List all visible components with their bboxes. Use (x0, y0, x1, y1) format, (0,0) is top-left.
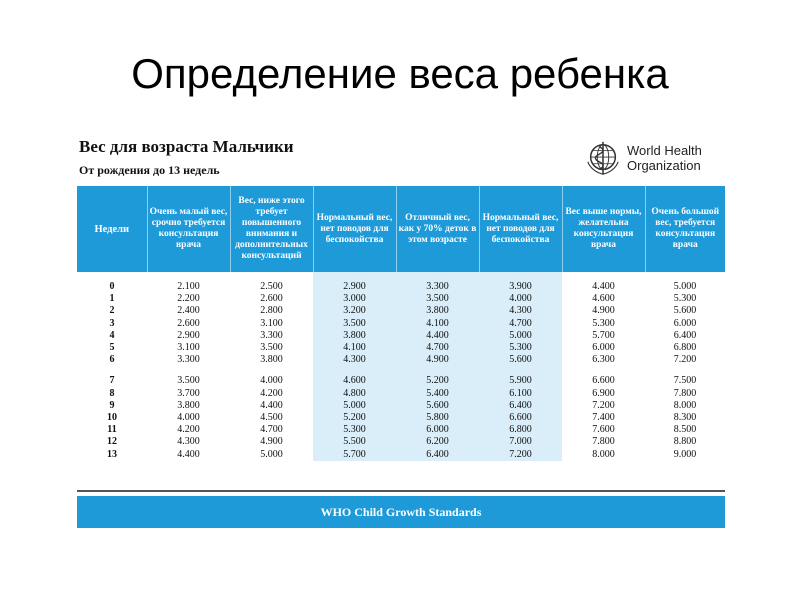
week-cell: 10 (107, 411, 117, 423)
weight-cell: 2.100 (177, 281, 200, 293)
weight-cell: 3.800 (396, 305, 479, 317)
weight-cell: 5.300 (592, 317, 615, 329)
weight-cell: 7.000 (479, 436, 562, 448)
weight-cell: 3.500 (313, 318, 396, 330)
week-cell: 2 (109, 305, 115, 317)
weight-cell: 6.900 (592, 387, 615, 399)
weight-cell: 6.300 (592, 354, 615, 366)
who-name-line1: World Health (627, 143, 702, 158)
weight-cell: 8.800 (673, 436, 697, 448)
weight-cell: 5.700 (592, 329, 615, 341)
spacer-cell (479, 272, 562, 281)
weight-cell: 5.600 (479, 354, 562, 366)
spacer-cell (645, 272, 725, 281)
table-row (77, 293, 725, 305)
weight-cell: 4.400 (592, 281, 615, 293)
weight-cell: 7.200 (479, 448, 562, 460)
weight-cell: 3.000 (313, 293, 396, 305)
column-header-1: Очень малый вес, срочно требуется консультация врача (147, 186, 230, 272)
weight-cell: 5.900 (479, 375, 562, 387)
who-name-line2: Organization (627, 158, 701, 173)
weight-cell: 6.400 (673, 329, 697, 341)
weight-cell: 3.200 (313, 305, 396, 317)
chart-title: Вес для возраста Мальчики (79, 137, 294, 156)
week-cell: 6 (109, 354, 115, 366)
weight-cell: 3.100 (260, 317, 283, 329)
weight-cell: 5.500 (313, 436, 396, 448)
week-cell: 3 (109, 317, 115, 329)
weight-cell: 4.300 (177, 436, 200, 448)
weight-for-age-table (77, 186, 725, 461)
weight-cell: 5.300 (313, 424, 396, 436)
spacer-cell (645, 366, 725, 375)
weight-cell: 6.200 (396, 436, 479, 448)
weight-cell: 3.300 (260, 329, 283, 341)
weight-cell: 5.000 (479, 330, 562, 342)
weight-cell: 5.000 (313, 400, 396, 412)
weight-cell: 4.600 (592, 293, 615, 305)
spacer-cell (230, 272, 313, 281)
weight-cell: 2.600 (260, 293, 283, 305)
weight-cell: 3.100 (177, 342, 200, 354)
column-header-weeks: Недели (77, 186, 147, 272)
weight-cell: 6.600 (592, 375, 615, 387)
weight-cell: 5.000 (673, 281, 697, 293)
weight-cell: 2.900 (313, 281, 396, 293)
weight-cell: 5.400 (396, 388, 479, 400)
week-cell: 5 (109, 342, 115, 354)
weight-cell: 5.300 (479, 342, 562, 354)
weight-cell: 9.000 (673, 448, 697, 460)
weight-cell: 5.600 (396, 400, 479, 412)
table-row (77, 305, 725, 317)
weight-cell: 6.400 (479, 400, 562, 412)
weight-cell: 6.600 (479, 412, 562, 424)
weight-cell: 4.900 (592, 305, 615, 317)
table-row (77, 436, 725, 448)
weight-cell: 4.700 (396, 342, 479, 354)
column-header-4: Отличный вес, как у 70% деток в этом возрасте (396, 186, 479, 272)
weight-cell: 4.400 (396, 330, 479, 342)
weight-cell: 2.900 (177, 329, 200, 341)
table-spacer-row (77, 272, 725, 281)
table-row (77, 424, 725, 436)
weight-cell: 6.000 (396, 424, 479, 436)
slide-title: Определение веса ребенка (131, 50, 669, 97)
week-cell: 7 (109, 375, 115, 387)
table-header-row (77, 186, 725, 272)
week-cell: 8 (109, 387, 115, 399)
column-header-7: Очень большой вес, требуется консультация врача (645, 186, 725, 272)
weight-cell: 5.800 (396, 412, 479, 424)
weight-cell: 6.800 (479, 424, 562, 436)
weight-cell: 8.000 (673, 399, 697, 411)
table-bottom-rule (77, 490, 725, 492)
weight-cell: 3.900 (479, 281, 562, 293)
weight-cell: 7.200 (673, 354, 697, 366)
weight-cell: 4.500 (260, 411, 283, 423)
week-cell: 0 (109, 281, 115, 293)
weight-cell: 3.800 (260, 354, 283, 366)
weight-cell: 4.200 (260, 387, 283, 399)
table-row (77, 354, 725, 366)
weight-cell: 3.700 (177, 387, 200, 399)
table-row (77, 448, 725, 460)
spacer-cell (396, 272, 479, 281)
column-header-3: Нормальный вес, нет поводов для беспокойства (313, 186, 396, 272)
weight-cell: 4.800 (313, 388, 396, 400)
table-row (77, 388, 725, 400)
weight-cell: 4.200 (177, 424, 200, 436)
weight-cell: 2.400 (177, 305, 200, 317)
weight-cell: 3.800 (313, 330, 396, 342)
weight-cell: 4.000 (479, 293, 562, 305)
weight-cell: 8.000 (592, 448, 615, 460)
weight-cell: 3.300 (177, 354, 200, 366)
who-emblem-icon (584, 139, 622, 177)
spacer-cell (230, 366, 313, 375)
weight-cell: 4.400 (260, 399, 283, 411)
week-cell: 12 (107, 436, 117, 448)
column-header-5: Нормальный вес, нет поводов для беспокойства (479, 186, 562, 272)
weight-cell: 4.700 (479, 318, 562, 330)
spacer-cell (562, 272, 645, 281)
weight-cell: 2.500 (260, 281, 283, 293)
table-row (77, 318, 725, 330)
spacer-cell (147, 272, 230, 281)
table-row (77, 375, 725, 387)
weight-cell: 4.400 (177, 448, 200, 460)
who-name (627, 143, 702, 173)
table-row (77, 412, 725, 424)
weight-cell: 3.500 (177, 375, 200, 387)
table-spacer-row (77, 366, 725, 375)
spacer-cell (313, 366, 396, 375)
weight-cell: 7.400 (592, 411, 615, 423)
spacer-cell (562, 366, 645, 375)
weight-cell: 3.300 (396, 281, 479, 293)
weight-cell: 5.600 (673, 305, 697, 317)
week-cell: 11 (107, 424, 117, 436)
spacer-cell (77, 366, 147, 375)
weight-cell: 4.900 (396, 354, 479, 366)
spacer-cell (396, 366, 479, 375)
week-cell: 4 (109, 329, 115, 341)
weight-cell: 6.000 (592, 342, 615, 354)
weight-cell: 4.300 (313, 354, 396, 366)
weight-cell: 2.600 (177, 317, 200, 329)
column-header-6: Вес выше нормы, желательна консультация врача (562, 186, 645, 272)
weight-cell: 5.300 (673, 293, 697, 305)
table-row (77, 400, 725, 412)
weight-cell: 3.500 (396, 293, 479, 305)
weight-cell: 8.500 (673, 424, 697, 436)
weight-cell: 5.000 (260, 448, 283, 460)
table-body (77, 272, 725, 461)
weight-cell: 5.700 (313, 448, 396, 460)
weight-cell: 4.300 (479, 305, 562, 317)
spacer-cell (77, 272, 147, 281)
weight-cell: 7.800 (673, 387, 697, 399)
weight-cell: 7.200 (592, 399, 615, 411)
spacer-cell (313, 272, 396, 281)
weight-cell: 4.000 (260, 375, 283, 387)
table-row (77, 330, 725, 342)
weight-cell: 6.400 (396, 448, 479, 460)
weight-cell: 7.500 (673, 375, 697, 387)
column-header-2: Вес, ниже этого требует повышенного внимания и дополнительных консультаций (230, 186, 313, 272)
weight-cell: 6.000 (673, 317, 697, 329)
week-cell: 1 (109, 293, 115, 305)
weight-cell: 2.200 (177, 293, 200, 305)
spacer-cell (147, 366, 230, 375)
weight-cell: 6.800 (673, 342, 697, 354)
weight-cell: 7.600 (592, 424, 615, 436)
who-logo (584, 138, 734, 178)
spacer-cell (479, 366, 562, 375)
weight-cell: 4.700 (260, 424, 283, 436)
chart-subtitle: От рождения до 13 недель (79, 163, 220, 177)
footer-band: WHO Child Growth Standards (77, 496, 725, 528)
weight-cell: 3.800 (177, 399, 200, 411)
weight-cell: 3.500 (260, 342, 283, 354)
weight-cell: 2.800 (260, 305, 283, 317)
weight-cell: 8.300 (673, 411, 697, 423)
weight-cell: 7.800 (592, 436, 615, 448)
weight-cell: 4.000 (177, 411, 200, 423)
weight-cell: 5.200 (396, 375, 479, 387)
table-row (77, 342, 725, 354)
weight-cell: 6.100 (479, 388, 562, 400)
weight-cell: 4.100 (313, 342, 396, 354)
weight-cell: 4.900 (260, 436, 283, 448)
weight-cell: 5.200 (313, 412, 396, 424)
weight-table-container (77, 186, 725, 461)
weight-cell: 4.600 (313, 375, 396, 387)
week-cell: 13 (107, 448, 117, 460)
table-row (77, 281, 725, 293)
week-cell: 9 (109, 399, 115, 411)
weight-cell: 4.100 (396, 318, 479, 330)
